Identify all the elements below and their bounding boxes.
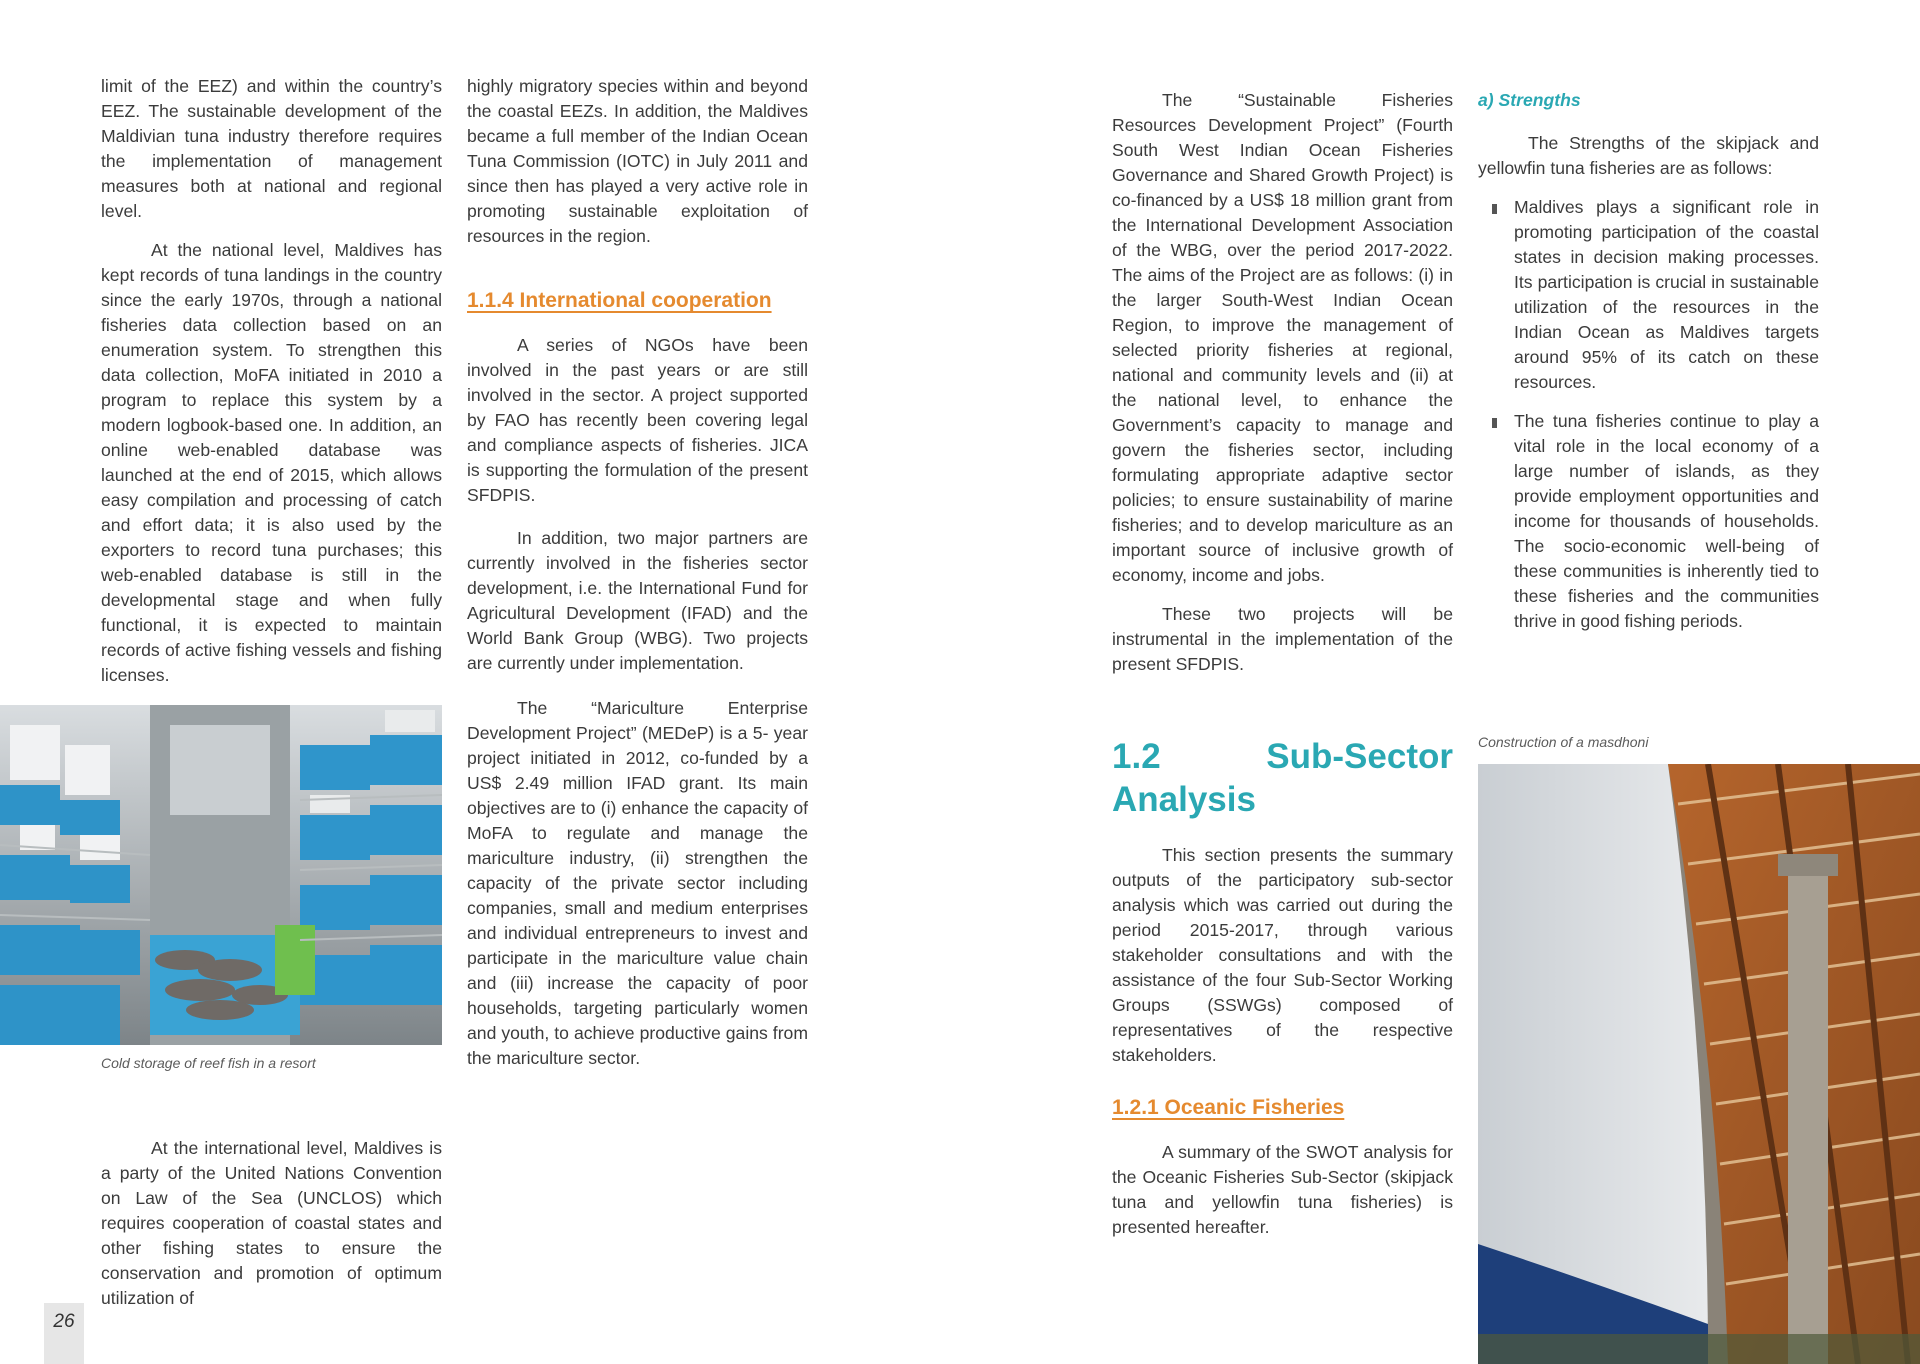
strength-item-1-text: Maldives plays a significant role in promoting participation of the coastal states in decision making processes. Its participation is crucial in sustainable utilization of the resources in the Indian Ocean as Maldives targets around 95% of its catch on these resources. <box>1514 197 1819 392</box>
masdhoni-caption: Construction of a masdhoni <box>1478 734 1649 750</box>
cold-storage-photo <box>0 705 442 1045</box>
strengths-list <box>1478 195 1819 634</box>
bullet-marker <box>1492 418 1497 428</box>
column-2 <box>467 74 808 1085</box>
bullet-marker <box>1492 204 1497 214</box>
heading-international-cooperation: 1.1.4 International cooperation <box>467 289 772 312</box>
col3-paragraph-2: These two projects will be instrumental in the implementation of the present SFDPIS. <box>1112 604 1453 674</box>
col2-paragraph-3: In addition, two major partners are currently involved in the fisheries sector development, i.e. the International Fund for Agricultural Development (IFAD) and the World Bank Group (WBG). Two projects are currently under implementation. <box>467 528 808 673</box>
col3-paragraph-3: This section presents the summary outputs of the participatory sub-sector analysis which was carried out during the period 2015-2017, through various stakeholder consultations and with the assistance of the four Sub-Sector Working Groups (SSWGs) composed of representatives of the respective stakeholders. <box>1112 845 1453 1065</box>
col1-paragraph-3: At the international level, Maldives is a party of the United Nations Convention on Law of the Sea (UNCLOS) which requires cooperation of coastal states and other fishing states to ensure the conservation and promotion of optimum utilization of <box>101 1138 442 1308</box>
col3-paragraph-1: The “Sustainable Fisheries Resources Development Project” (Fourth South West Indian Ocean Fisheries Governance and Shared Growth Project) is co-financed by a US$ 18 million grant from the International Development Association of the WBG, over the period 2017-2022. The aims of the Project are as follows: (i) in the larger South-West Indian Ocean Region, to improve the management of selected priority fisheries at regional, national and community levels and (ii) at the national level, to enhance the Government’s capacity to manage and govern the fisheries sector, including formulating appropriate adaptive sector policies; to ensure sustainability of marine fisheries; and to develop mariculture as an important source of inclusive growth of economy, income and jobs. <box>1112 90 1453 585</box>
column-1 <box>101 74 442 702</box>
strength-item-2-text: The tuna fisheries continue to play a vital role in the local economy of a large number of islands, as they provide employment opportunities and income for thousands of households. The socio-economic well-being of these communities is inherently tied to these fisheries and the communities thrive in good fishing periods. <box>1514 411 1819 631</box>
col2-paragraph-1: highly migratory species within and beyond the coastal EEZs. In addition, the Maldives became a full member of the Indian Ocean Tuna Commission (IOTC) in July 2011 and since then has played a very active role in promoting sustainable exploitation of resources in the region. <box>467 76 808 246</box>
col1-paragraph-2: At the national level, Maldives has kept records of tuna landings in the country since the early 1970s, through a national fisheries data collection based on an enumeration system. To strengthen this data collection, MoFA initiated in 2010 a program to replace this system by a modern logbook-based one. In addition, an online web-enabled database was launched at the end of 2015, which allows easy compilation and processing of catch and effort data; it is also used by the exporters to record tuna purchases; this web-enabled database is still in the developmental stage and when fully functional, it is expected to maintain records of active fishing vessels and fishing licenses. <box>101 240 442 685</box>
cold-storage-photo-illustration <box>0 705 442 1045</box>
column-4 <box>1478 88 1819 648</box>
cold-storage-caption: Cold storage of reef fish in a resort <box>101 1055 316 1071</box>
heading-oceanic-fisheries: 1.2.1 Oceanic Fisheries <box>1112 1096 1345 1119</box>
col3-paragraph-4: A summary of the SWOT analysis for the Oceanic Fisheries Sub-Sector (skipjack tuna and yellowfin tuna fisheries) is presented hereafter. <box>1112 1142 1453 1237</box>
masdhoni-photo <box>1478 764 1920 1364</box>
page-number: 26 <box>44 1303 84 1364</box>
strength-item-2 <box>1478 409 1819 634</box>
masdhoni-photo-illustration <box>1478 764 1920 1364</box>
col1-paragraph-1: limit of the EEZ) and within the country’s EEZ. The sustainable development of the Maldivian tuna industry therefore requires the implementation of management measures both at national and regional level. <box>101 76 442 221</box>
column-3 <box>1112 88 1453 1254</box>
heading-sub-sector-analysis: 1.2 Sub-Sector Analysis <box>1112 737 1453 819</box>
strength-item-1 <box>1478 195 1819 395</box>
heading-strengths: a) Strengths <box>1478 90 1581 110</box>
col2-paragraph-2: A series of NGOs have been involved in the past years or are still involved in the sector. A project supported by FAO has recently been covering legal and compliance aspects of fisheries. JICA is supporting the formulation of the present SFDPIS. <box>467 335 808 505</box>
strengths-intro: The Strengths of the skipjack and yellowfin tuna fisheries are as follows: <box>1478 133 1819 178</box>
col2-paragraph-4: The “Mariculture Enterprise Development Project” (MEDeP) is a 5- year project initiated in 2012, co-funded by a US$ 2.49 million IFAD grant. Its main objectives are to (i) enhance the capacity of MoFA to regulate and manage the mariculture industry, (ii) strengthen the capacity of the private sector including companies, small and medium enterprises and individual entrepreneurs to invest and participate in the mariculture value chain and (iii) increase the capacity of poor households, targeting particularly women and youth, to achieve productive gains from the mariculture sector. <box>467 698 808 1068</box>
column-1-lower <box>101 1136 442 1325</box>
